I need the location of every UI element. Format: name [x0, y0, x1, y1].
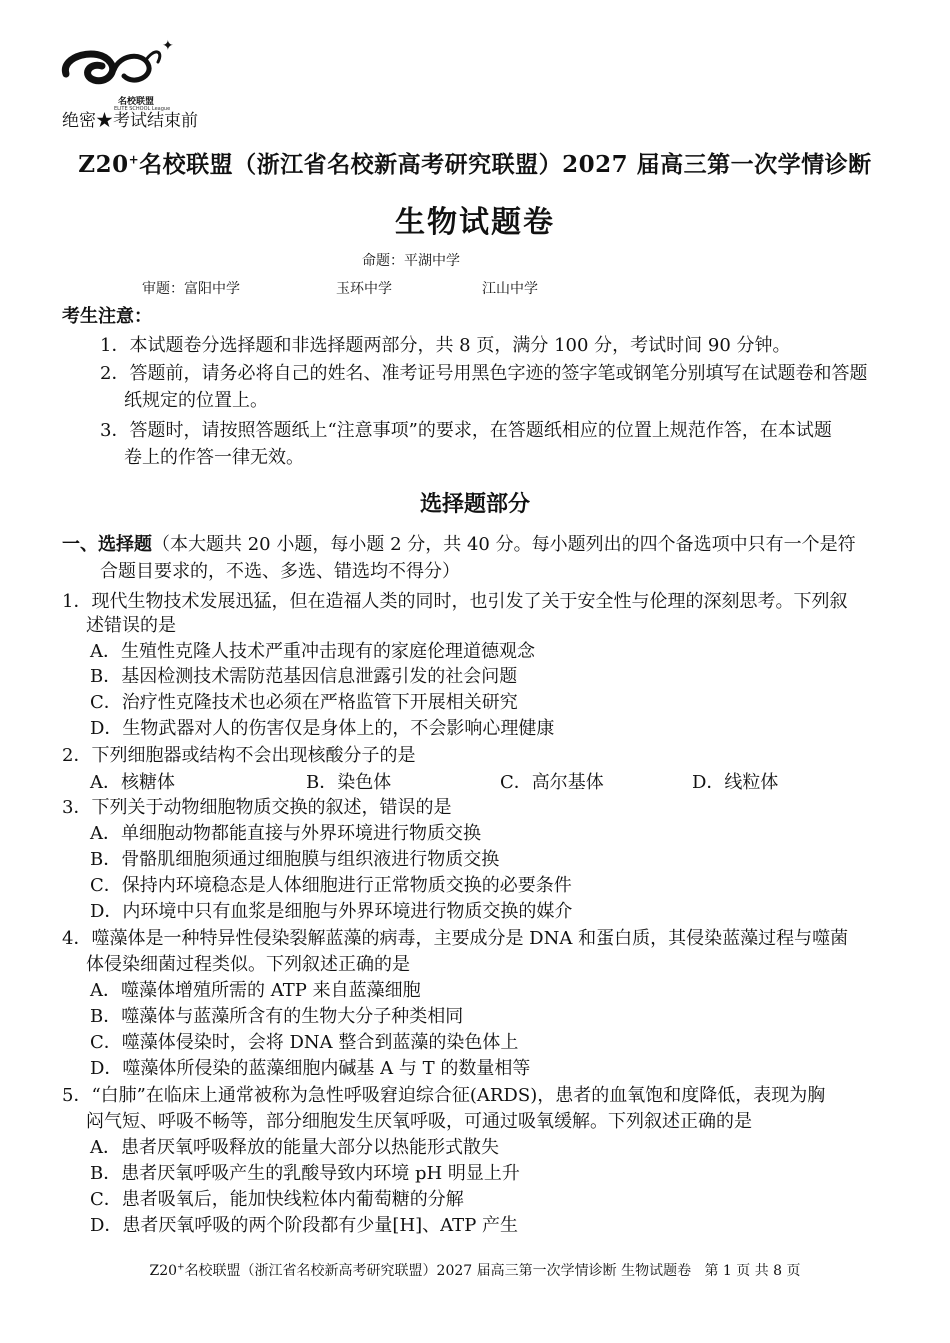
notice-heading: 考生注意： [62, 306, 152, 327]
q2-option-d: D．线粒体 [692, 772, 779, 793]
q2-option-a: A．核糖体 [90, 772, 175, 793]
footer-sup: + [177, 1262, 185, 1273]
svg-text:✦: ✦ [162, 38, 174, 54]
q2-option-b: B．染色体 [306, 772, 392, 793]
q1-stem-line-2: 述错误的是 [86, 615, 176, 636]
notice-item-3-line-2: 卷上的作答一律无效。 [124, 447, 304, 468]
reviewer-school-3: 江山中学 [482, 281, 538, 297]
q5-option-d: D．患者厌氧呼吸的两个阶段都有少量[H]、ATP 产生 [90, 1215, 519, 1236]
page-number: 第 1 页 共 8 页 [704, 1263, 801, 1279]
q4-stem-line-2: 体侵染细菌过程类似。下列叙述正确的是 [86, 954, 410, 975]
q2-option-c: C．高尔基体 [500, 772, 604, 793]
q5-stem-line-1: 5．“白肺”在临床上通常被称为急性呼吸窘迫综合征(ARDS)，患者的血氧饱和度降低，表现为胸 [62, 1085, 826, 1106]
q1-option-d: D．生物武器对人的伤害仅是身体上的，不会影响心理健康 [90, 718, 555, 739]
q4-option-d: D．噬藻体所侵染的蓝藻细胞内碱基 A 与 T 的数量相等 [90, 1058, 531, 1079]
q5-stem-line-2: 闷气短、呼吸不畅等，部分细胞发生厌氧呼吸，可通过吸氧缓解。下列叙述正确的是 [86, 1111, 752, 1132]
part-one-line-2: 合题目要求的，不选、多选、错选均不得分） [100, 561, 460, 582]
q1-option-a: A．生殖性克隆人技术严重冲击现有的家庭伦理道德观念 [90, 641, 535, 662]
q1-option-b: B．基因检测技术需防范基因信息泄露引发的社会问题 [90, 666, 518, 687]
q4-option-c: C．噬藻体侵染时，会将 DNA 整合到蓝藻的染色体上 [90, 1032, 519, 1053]
q4-option-b: B．噬藻体与蓝藻所含有的生物大分子种类相同 [90, 1006, 464, 1027]
q3-option-a: A．单细胞动物都能直接与外界环境进行物质交换 [90, 823, 481, 844]
reviewer-label-group [142, 278, 240, 298]
title-rest: 名校联盟（浙江省名校新高考研究联盟）2027 届高三第一次学情诊断 [139, 151, 872, 178]
footer-title: 名校联盟（浙江省名校新高考研究联盟）2027 届高三第一次学情诊断 生物试题卷 [184, 1263, 692, 1279]
author-school: 平湖中学 [404, 253, 460, 269]
q4-option-a: A．噬藻体增殖所需的 ATP 来自蓝藻细胞 [90, 980, 421, 1001]
notice-item-1: 1．本试题卷分选择题和非选择题两部分，共 8 页，满分 100 分，考试时间 90 分钟。 [100, 335, 791, 356]
section-title: 选择题部分 [419, 491, 530, 517]
q5-option-b: B．患者厌氧呼吸产生的乳酸导致内环境 pH 明显上升 [90, 1163, 520, 1184]
notice-item-2-line-1: 2．答题前，请务必将自己的姓名、准考证号用黑色字迹的签字笔或钢笔分别填写在试题卷和答题 [100, 363, 868, 384]
reviewer-label: 审题： [142, 281, 184, 297]
author-line [362, 250, 460, 270]
q5-option-c: C．患者吸氧后，能加快线粒体内葡萄糖的分解 [90, 1189, 464, 1210]
exam-title [0, 146, 950, 179]
q3-option-c: C．保持内环境稳态是人体细胞进行正常物质交换的必要条件 [90, 875, 572, 896]
q1-stem-line-1: 1．现代生物技术发展迅猛，但在造福人类的同时，也引发了关于安全性与伦理的深刻思考。下列叙 [62, 591, 848, 612]
q3-option-b: B．骨骼肌细胞须通过细胞膜与组织液进行物质交换 [90, 849, 500, 870]
reviewer-school-1: 富阳中学 [184, 281, 240, 297]
confidential-mark: 绝密★考试结束前 [62, 111, 198, 131]
footer-prefix: Z20 [149, 1263, 178, 1279]
author-label: 命题： [362, 253, 404, 269]
alliance-logo [58, 36, 178, 116]
q2-stem: 2．下列细胞器或结构不会出现核酸分子的是 [62, 745, 416, 766]
logo-subtext: ELITE SCHOOL League [114, 106, 171, 112]
q1-option-c: C．治疗性克隆技术也必须在严格监管下开展相关研究 [90, 692, 518, 713]
q4-stem-line-1: 4．噬藻体是一种特异性侵染裂解蓝藻的病毒，主要成分是 DNA 和蛋白质，其侵染蓝藻过程与噬菌 [62, 928, 849, 949]
part-one-label: 一、选择题 [62, 534, 152, 555]
notice-item-3-line-1: 3．答题时，请按照答题纸上“注意事项”的要求，在答题纸相应的位置上规范作答，在本试题 [100, 420, 832, 441]
title-sup: + [128, 152, 140, 167]
part-one-line-1 [62, 533, 856, 557]
title-prefix: Z20 [78, 151, 129, 178]
q5-option-a: A．患者厌氧呼吸释放的能量大部分以热能形式散失 [90, 1137, 499, 1158]
part-one-desc: （本大题共 20 小题，每小题 2 分，共 40 分。每小题列出的四个备选项中只有一个是符 [152, 534, 856, 555]
page-footer [0, 1260, 950, 1280]
q3-option-d: D．内环境中只有血浆是细胞与外界环境进行物质交换的媒介 [90, 901, 573, 922]
subject-title: 生物试题卷 [395, 205, 555, 240]
reviewer-school-2: 玉环中学 [336, 281, 392, 297]
logo-text: 名校联盟 [118, 97, 155, 107]
q3-stem: 3．下列关于动物细胞物质交换的叙述，错误的是 [62, 797, 452, 818]
notice-item-2-line-2: 纸规定的位置上。 [124, 390, 268, 411]
